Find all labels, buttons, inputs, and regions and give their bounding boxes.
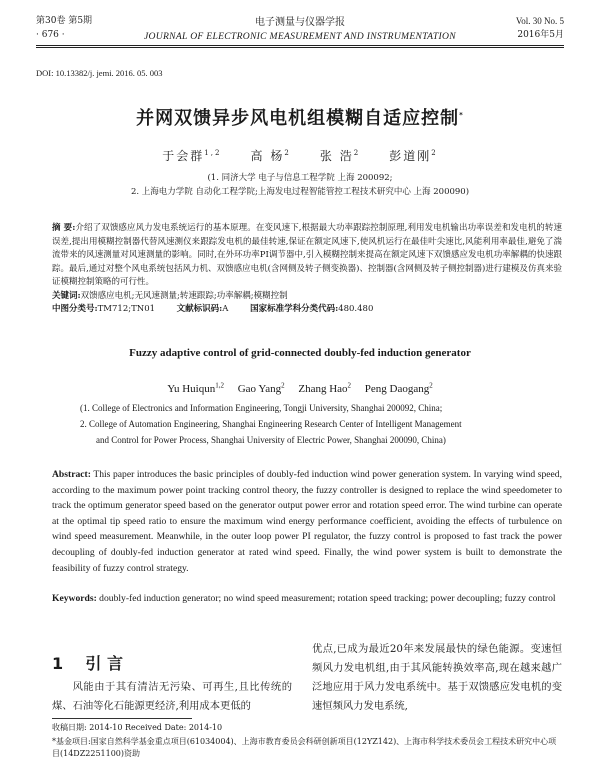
doi: DOI: 10.13382/j. jemi. 2016. 05. 003 [36, 68, 163, 78]
discipline-code: 480.480 [338, 304, 374, 314]
abstract-label-en: Abstract: [52, 469, 91, 480]
authors-en [0, 381, 600, 395]
journal-name-en: JOURNAL OF ELECTRONIC MEASUREMENT AND INSTRUMENTATION [144, 31, 456, 42]
keywords-text-en: doubly-fed induction generator; no wind speed measurement; rotation speed tracking; power decoupling; fuzzy control [99, 593, 556, 604]
header-rule [36, 45, 564, 46]
volume-issue-en: Vol. 30 No. 5 [515, 16, 564, 26]
author: 于会群$^{1,2}$ [162, 149, 222, 163]
keywords-en [52, 591, 562, 607]
abstract-text-cn: 介绍了双馈感应风力发电系统运行的基本原理。在变风速下,根据最大功率跟踪控制原理,利用发电机输出功率误差和发电机的转速误差,提出用模糊控制器代替风速测仪来跟踪发电机的最佳转速,保证在额定风速下,使风机运行在最佳叶尖速比,风能利用率最佳,避免了湍流带来的风速测量对风速测量的影响。同时,在外环功率PI调节器中,引入模糊控制来提高在额定风速下双馈感应发电机功率解耦的快速跟踪。最后,通过对整个风电系统包括风力机、双馈感应电机(含网侧及转子侧变换器)、控制器(含网侧及转子侧控制器)进行建模及仿真来验证模糊控制策略的可行性。 [52, 223, 562, 287]
doc-code: A [222, 304, 229, 314]
received-date: 收稿日期: 2014-10 Received Date: 2014-10 [52, 723, 223, 732]
journal-name-cn: 电子测量与仪器学报 [255, 17, 345, 28]
discipline-code-label: 国家标准学科分类代码: [250, 304, 339, 314]
body-column-right: 优点,已成为最近20年来发展最快的绿色能源。变速恒频风力发电机组,由于其风能转换效率高,现在越来越广泛地应用于风力发电系统中。基于双馈感应发电机的变速恒频风力发电系统, [312, 643, 562, 712]
abstract-en [52, 467, 562, 576]
author: 彭道刚$^2$ [389, 149, 438, 163]
keywords-label-cn: 关键词: [52, 290, 81, 301]
page-number: · 676 · [36, 30, 65, 40]
author: Gao Yang$^2$ [237, 381, 285, 395]
clc-label: 中图分类号: [52, 304, 98, 314]
abstract-label-cn: 摘 要: [52, 223, 76, 233]
title-fund-mark: * [459, 111, 464, 119]
abstract-cn [52, 222, 562, 317]
affiliation-en: and Control for Power Process, Shanghai University of Electric Power, Shanghai 200090, China) [96, 435, 446, 445]
author: 张 浩$^2$ [319, 149, 361, 163]
author: Zhang Hao$^2$ [298, 381, 352, 395]
paper-title-cn [0, 104, 600, 130]
keywords-text-cn: 双馈感应电机;无风速测量;转速跟踪;功率解耦;模糊控制 [80, 290, 288, 301]
author: Yu Huiqun$^{1,2}$ [167, 381, 224, 395]
affiliation-en: 2. College of Automation Engineering, Shanghai Engineering Research Center of Intelligent Management [80, 419, 462, 429]
section-heading [52, 651, 123, 674]
abstract-text-en: This paper introduces the basic principles of doubly-fed induction wind power generation system. In varying wind speed, according to the maximum power point tracking control theory, the fuzzy controller is designed to replace the wind speedometer to track the optimum generator speed based on the generator output power error and rotation speed error. The wind turbine can operate at the optimal tip speed ratio to ensure the maximum wind energy performance coefficient, avoiding the effects of turbulence on wind speed measurement. Meanwhile, in the outer loop power PI regulator, the fuzzy control is proposed to fast track the power decoupling of doubly-fed induction generator at rated wind speed. Finally, the wind power system is built to demonstrate the feasibility of fuzzy control strategy. [52, 469, 562, 574]
affiliation-cn: (1. 同济大学 电子与信息工程学院 上海 200092; [207, 173, 393, 183]
section-title: 引 言 [85, 654, 123, 673]
affiliation-cn: 2. 上海电力学院 自动化工程学院;上海发电过程智能管控工程技术研究中心 上海 200090) [130, 187, 470, 197]
doc-code-label: 文献标识码: [176, 304, 223, 314]
title-text: 并网双馈异步风电机组模糊自适应控制 [136, 108, 460, 129]
author: 高 杨$^2$ [250, 149, 291, 163]
affiliation-en: (1. College of Electronics and Information Engineering, Tongji University, Shanghai 200092, China; [80, 403, 443, 413]
issue-date: 2016年5月 [517, 30, 564, 40]
body-column-left: 风能由于其有清洁无污染、可再生,且比传统的煤、石油等化石能源更经济,利用成本更低的 [52, 681, 292, 712]
fund-note: *基金项目:国家自然科学基金重点项目(61034004)、上海市教育委员会科研创新项目(12YZ142)、上海市科学技术委员会工程技术研究中心项目(14DZ2251100)资助 [52, 737, 557, 758]
clc-code: TM712;TN01 [97, 304, 156, 314]
footnote-rule [52, 718, 192, 719]
volume-issue-cn: 第30卷 第5期 [36, 16, 93, 26]
header-rule-thin [36, 47, 564, 48]
authors-cn [0, 147, 600, 164]
keywords-label-en: Keywords: [52, 593, 97, 604]
paper-title-en: Fuzzy adaptive control of grid-connected doubly-fed induction generator [129, 347, 471, 359]
author: Peng Daogang$^2$ [364, 381, 433, 395]
section-number: 1 [52, 654, 64, 673]
